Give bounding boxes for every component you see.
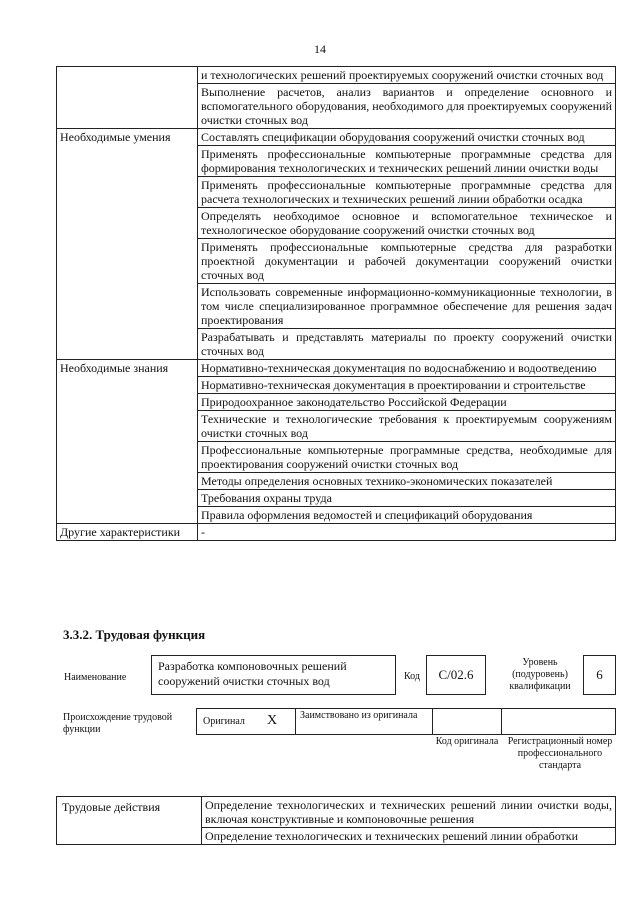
requirement-item: Применять профессиональные компьютерные средства для разработки проектной документации и рабочей документации сооружений очистки сточных вод — [198, 239, 616, 284]
borrowed-label: Заимствовано из оригинала — [295, 708, 433, 735]
requirement-item: Определять необходимое основное и вспомогательное техническое и технологическое оборудование сооружений очистки сточных вод — [198, 208, 616, 239]
page-number: 14 — [314, 42, 326, 56]
reg-number-cell — [501, 708, 616, 735]
requirement-item: Использовать современные информационно-коммуникационные технологии, в том числе специализированное программное обеспечение для решения задач проектирования — [198, 284, 616, 329]
requirement-item: Методы определения основных технико-экономических показателей — [198, 473, 616, 490]
section-title: 3.3.2. Трудовая функция — [63, 627, 206, 642]
requirement-item: Нормативно-техническая документация по водоснабжению и водоотведению — [198, 360, 616, 377]
actions-table — [56, 796, 616, 845]
table-row — [57, 360, 616, 377]
action-item: Определение технологических и технических решений линии обработки — [202, 828, 616, 845]
original-mark: X — [267, 713, 278, 728]
group-label — [57, 67, 198, 129]
requirement-item: Выполнение расчетов, анализ вариантов и определение основного и вспомогательного оборудования, необходимого для проектируемых сооружений очистки сточных вод — [198, 84, 616, 129]
requirement-item: Правила оформления ведомостей и спецификаций оборудования — [198, 507, 616, 524]
name-value: Разработка компоновочных решений сооружений очистки сточных вод — [151, 655, 396, 695]
original-label: Оригинал — [203, 716, 245, 727]
original-cell — [196, 708, 296, 735]
requirement-item: Применять профессиональные компьютерные программные средства для расчета технологических и технических решений линии обработки осадка — [198, 177, 616, 208]
requirement-item: - — [198, 524, 616, 541]
requirement-item: Требования охраны труда — [198, 490, 616, 507]
action-item: Определение технологических и технических решений линии очистки воды, включая конструктивные и компоновочные решения — [202, 797, 616, 828]
code-value: C/02.6 — [426, 655, 486, 695]
code-original-label: Код оригинала — [435, 736, 499, 747]
code-label: Код — [404, 671, 420, 682]
table-row — [57, 524, 616, 541]
level-value: 6 — [583, 655, 616, 695]
requirement-item: Применять профессиональные компьютерные программные средства для формирования технологических и технических решений линии очистки воды — [198, 146, 616, 177]
requirement-item: Разрабатывать и представлять материалы по проекту сооружений очистки сточных вод — [198, 329, 616, 360]
group-label: Другие характеристики — [57, 524, 198, 541]
reg-number-label: Регистрационный номер профессионального стандарта — [507, 736, 613, 771]
table-row — [57, 67, 616, 84]
group-label: Необходимые умения — [57, 129, 198, 360]
requirement-item: Составлять спецификации оборудования сооружений очистки сточных вод — [198, 129, 616, 146]
group-label: Необходимые знания — [57, 360, 198, 524]
requirement-item: и технологических решений проектируемых сооружений очистки сточных вод — [198, 67, 616, 84]
requirements-table — [56, 66, 616, 541]
actions-label: Трудовые действия — [57, 797, 202, 845]
requirement-item: Профессиональные компьютерные программные средства, необходимые для проектирования сооружений очистки сточных вод — [198, 442, 616, 473]
table-row — [57, 129, 616, 146]
requirement-item: Природоохранное законодательство Российской Федерации — [198, 394, 616, 411]
name-label: Наименование — [64, 672, 127, 683]
code-original-cell — [432, 708, 502, 735]
origin-label: Происхождение трудовой функции — [63, 712, 173, 735]
level-label: Уровень (подуровень) квалификации — [509, 657, 571, 692]
requirement-item: Технические и технологические требования к проектируемым сооружениям очистки сточных вод — [198, 411, 616, 442]
table-row — [57, 797, 616, 828]
requirement-item: Нормативно-техническая документация в проектировании и строительстве — [198, 377, 616, 394]
